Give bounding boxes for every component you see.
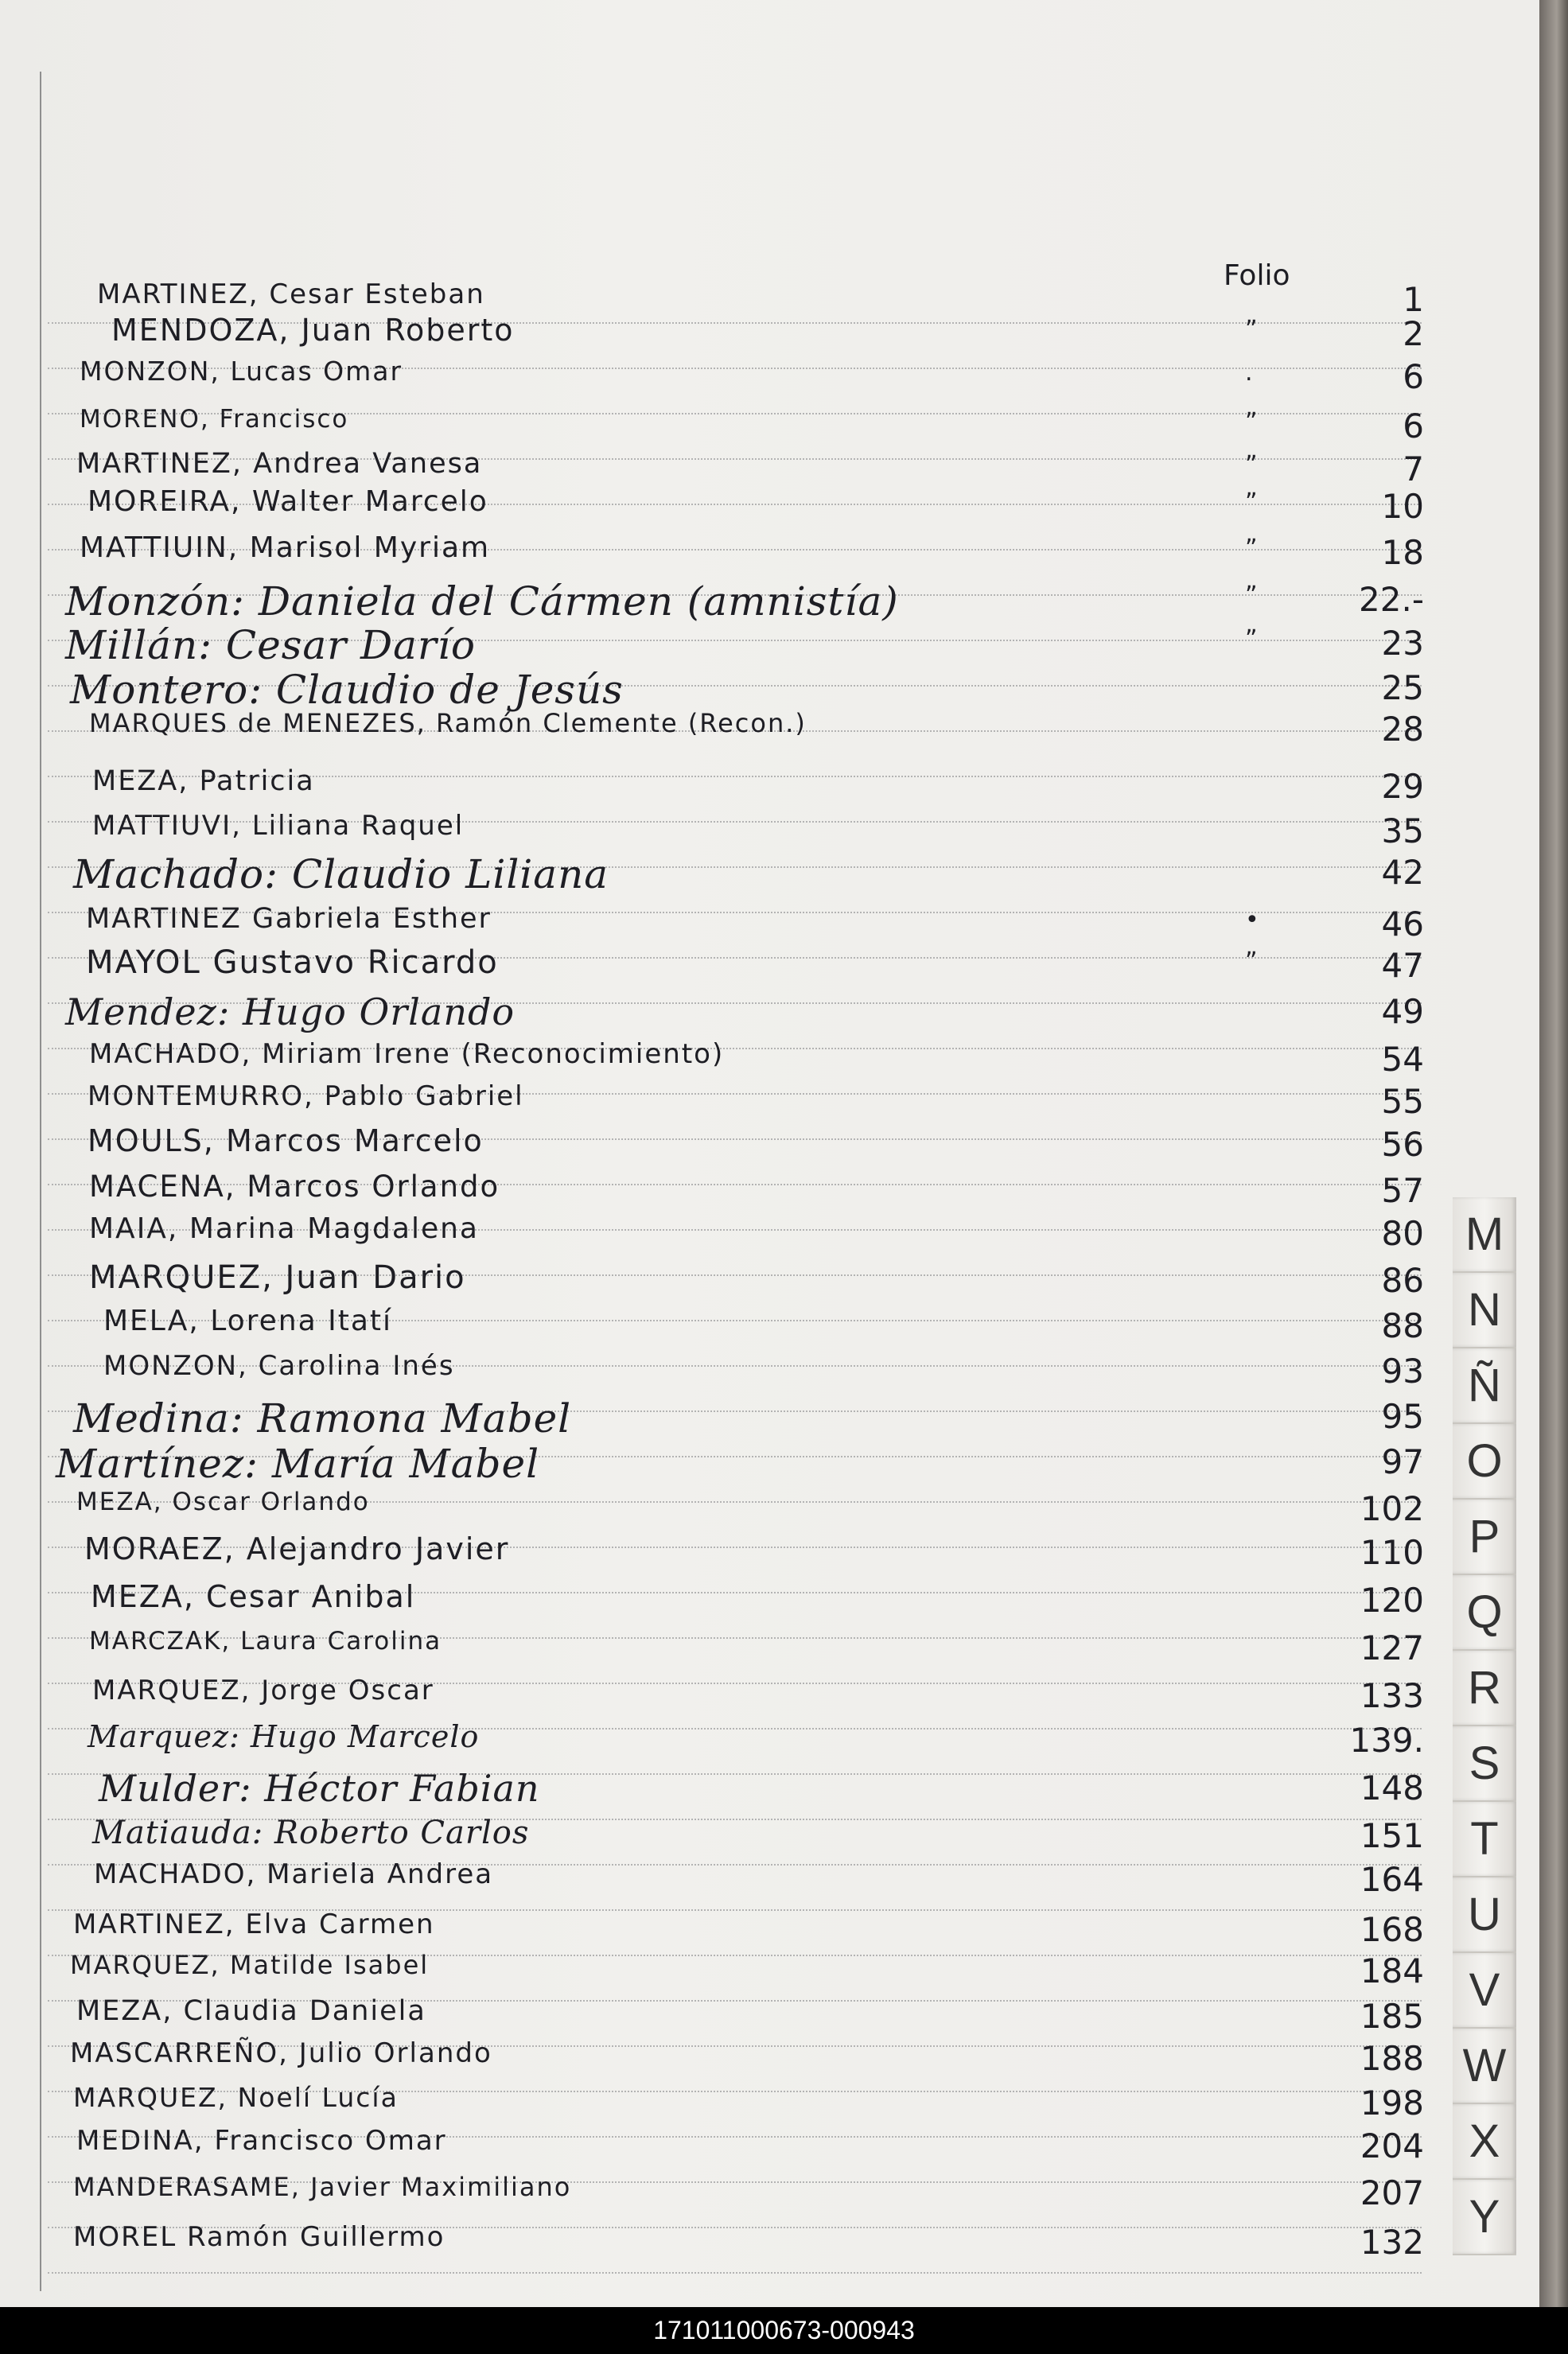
entry-folio-number: 204 — [1360, 2126, 1424, 2165]
entry-folio-number: 164 — [1360, 1860, 1424, 1899]
index-tab-t[interactable]: T — [1453, 1802, 1516, 1877]
entry-folio-number: 139. — [1349, 1721, 1424, 1760]
entry-folio-number: 86 — [1381, 1261, 1424, 1300]
ditto-mark: ” — [1245, 316, 1258, 344]
entry-name: MELA, Lorena Itatí — [103, 1305, 393, 1337]
entry-folio-number: 184 — [1360, 1951, 1424, 1990]
entry-name: MARQUES de MENEZES, Ramón Clemente (Recon.) — [89, 708, 807, 738]
ditto-mark: ” — [1245, 625, 1258, 653]
entry-folio-number: 57 — [1381, 1171, 1424, 1210]
entry-name: Medina: Ramona Mabel — [73, 1395, 572, 1442]
entry-folio-number: 97 — [1381, 1442, 1424, 1481]
entry-name: MATTIUIN, Marisol Myriam — [80, 531, 491, 564]
index-tab-q[interactable]: Q — [1453, 1575, 1516, 1651]
ditto-mark: . — [1245, 359, 1253, 387]
entry-folio-number: 102 — [1360, 1489, 1424, 1528]
entry-name: MOREL Ramón Guillermo — [73, 2221, 445, 2253]
entry-name: Montero: Claudio de Jesús — [70, 667, 624, 713]
entry-name: MACHADO, Mariela Andrea — [94, 1858, 494, 1890]
entry-name: MEZA, Claudia Daniela — [76, 1995, 426, 2027]
entry-folio-number: 110 — [1360, 1533, 1424, 1572]
entry-folio-number: 168 — [1360, 1910, 1424, 1949]
entry-folio-number: 198 — [1360, 2084, 1424, 2122]
entry-name: MONTEMURRO, Pablo Gabriel — [88, 1080, 524, 1112]
entry-name: MEZA, Oscar Orlando — [76, 1488, 370, 1516]
entry-name: MACENA, Marcos Orlando — [89, 1169, 500, 1204]
entry-folio-number: 46 — [1381, 905, 1424, 944]
folio-column-label: Folio — [1224, 259, 1290, 292]
entry-folio-number: 22.- — [1359, 580, 1424, 619]
entry-folio-number: 2 — [1403, 314, 1424, 353]
entry-name: MOULS, Marcos Marcelo — [88, 1123, 484, 1158]
entry-name: Martínez: María Mabel — [56, 1441, 540, 1487]
alphabet-index-tabs — [1453, 1197, 1516, 2255]
entry-folio-number: 185 — [1360, 1997, 1424, 2036]
entry-name: MARTINEZ Gabriela Esther — [86, 903, 492, 935]
entry-name: MACHADO, Miriam Irene (Reconocimiento) — [89, 1038, 725, 1070]
entry-folio-number: 49 — [1381, 992, 1424, 1031]
entry-name: MEZA, Cesar Anibal — [91, 1579, 416, 1614]
entry-name: MAIA, Marina Magdalena — [89, 1212, 479, 1245]
entry-folio-number: 35 — [1381, 811, 1424, 850]
entry-folio-number: 95 — [1381, 1397, 1424, 1436]
entry-name: MATTIUVI, Liliana Raquel — [92, 810, 465, 842]
entry-folio-number: 10 — [1381, 487, 1424, 526]
entry-name: MARQUEZ, Noelí Lucía — [73, 2082, 399, 2113]
entry-folio-number: 93 — [1381, 1352, 1424, 1391]
index-tab-m[interactable]: M — [1453, 1197, 1516, 1273]
index-tab-o[interactable]: O — [1453, 1424, 1516, 1500]
entry-folio-number: 6 — [1403, 357, 1424, 396]
index-tab-r[interactable]: R — [1453, 1651, 1516, 1726]
entry-folio-number: 47 — [1381, 946, 1424, 985]
entry-folio-number: 7 — [1403, 449, 1424, 488]
ditto-mark: ” — [1245, 408, 1258, 436]
entry-folio-number: 1 — [1403, 280, 1424, 319]
index-tab-w[interactable]: W — [1453, 2029, 1516, 2104]
index-tab-u[interactable]: U — [1453, 1877, 1516, 1953]
book-edge — [1539, 0, 1568, 2307]
index-tab-s[interactable]: S — [1453, 1726, 1516, 1802]
entry-folio-number: 29 — [1381, 767, 1424, 806]
entry-folio-number: 88 — [1381, 1306, 1424, 1345]
index-tab-y[interactable]: Y — [1453, 2180, 1516, 2255]
entry-folio-number: 56 — [1381, 1125, 1424, 1164]
entry-name: Mendez: Hugo Orlando — [65, 990, 516, 1033]
entry-folio-number: 54 — [1381, 1040, 1424, 1079]
entry-folio-number: 120 — [1360, 1581, 1424, 1620]
entry-name: MASCARREÑO, Julio Orlando — [70, 2037, 492, 2069]
barcode-strip: 171011000673-000943 — [0, 2307, 1568, 2354]
entry-folio-number: 127 — [1360, 1628, 1424, 1667]
index-tab-ñ[interactable]: Ñ — [1453, 1348, 1516, 1424]
entry-name: MORENO, Francisco — [80, 405, 349, 434]
entry-name: MARQUEZ, Juan Dario — [89, 1259, 466, 1296]
entry-folio-number: 28 — [1381, 710, 1424, 749]
entry-name: Monzón: Daniela del Cármen (amnistía) — [65, 578, 899, 624]
entry-folio-number: 25 — [1381, 668, 1424, 707]
index-tab-v[interactable]: V — [1453, 1953, 1516, 2029]
index-tab-x[interactable]: X — [1453, 2104, 1516, 2180]
entry-name: MOREIRA, Walter Marcelo — [88, 485, 488, 518]
entry-folio-number: 42 — [1381, 853, 1424, 892]
entry-name: Mulder: Héctor Fabian — [99, 1767, 540, 1810]
index-tab-p[interactable]: P — [1453, 1500, 1516, 1575]
entry-name: MONZON, Lucas Omar — [80, 356, 403, 387]
ditto-mark: ” — [1245, 488, 1258, 516]
entry-folio-number: 207 — [1360, 2173, 1424, 2212]
entry-name: MENDOZA, Juan Roberto — [111, 313, 515, 348]
entry-name: MORAEZ, Alejandro Javier — [84, 1531, 510, 1566]
entry-name: MARTINEZ, Cesar Esteban — [97, 278, 485, 310]
entry-name: MARQUEZ, Jorge Oscar — [92, 1675, 434, 1706]
entry-name: Machado: Claudio Liliana — [73, 851, 609, 897]
entry-name: MARCZAK, Laura Carolina — [89, 1627, 442, 1656]
index-tab-n[interactable]: N — [1453, 1273, 1516, 1348]
entry-name: MARTINEZ, Elva Carmen — [73, 1908, 435, 1940]
entry-name: MONZON, Carolina Inés — [103, 1350, 455, 1382]
entry-folio-number: 133 — [1360, 1676, 1424, 1715]
ditto-mark: ” — [1245, 451, 1258, 479]
entry-name: MEZA, Patricia — [92, 765, 315, 797]
entry-folio-number: 18 — [1381, 533, 1424, 572]
entry-folio-number: 80 — [1381, 1214, 1424, 1253]
entry-name: Millán: Cesar Darío — [65, 622, 476, 668]
entry-name: MARTINEZ, Andrea Vanesa — [76, 448, 483, 480]
ditto-mark: ” — [1245, 947, 1258, 975]
entry-folio-number: 151 — [1360, 1816, 1424, 1855]
ditto-mark: ” — [1245, 582, 1258, 609]
margin-line — [40, 72, 41, 2291]
entry-folio-number: 188 — [1360, 2039, 1424, 2078]
entry-name: Matiauda: Roberto Carlos — [92, 1815, 530, 1851]
ditto-mark: ” — [1245, 535, 1258, 562]
ditto-mark: • — [1245, 906, 1259, 934]
entry-name: MARQUEZ, Matilde Isabel — [70, 1950, 430, 1980]
entry-name: Marquez: Hugo Marcelo — [88, 1719, 480, 1754]
entry-folio-number: 132 — [1360, 2223, 1424, 2262]
entry-folio-number: 55 — [1381, 1082, 1424, 1121]
entry-folio-number: 6 — [1403, 407, 1424, 446]
entry-name: MAYOL Gustavo Ricardo — [86, 944, 499, 981]
entry-folio-number: 148 — [1360, 1768, 1424, 1807]
entry-folio-number: 23 — [1381, 624, 1424, 663]
entry-name: MEDINA, Francisco Omar — [76, 2125, 447, 2157]
entry-name: MANDERASAME, Javier Maximiliano — [73, 2172, 572, 2202]
ruled-line — [48, 2272, 1422, 2274]
